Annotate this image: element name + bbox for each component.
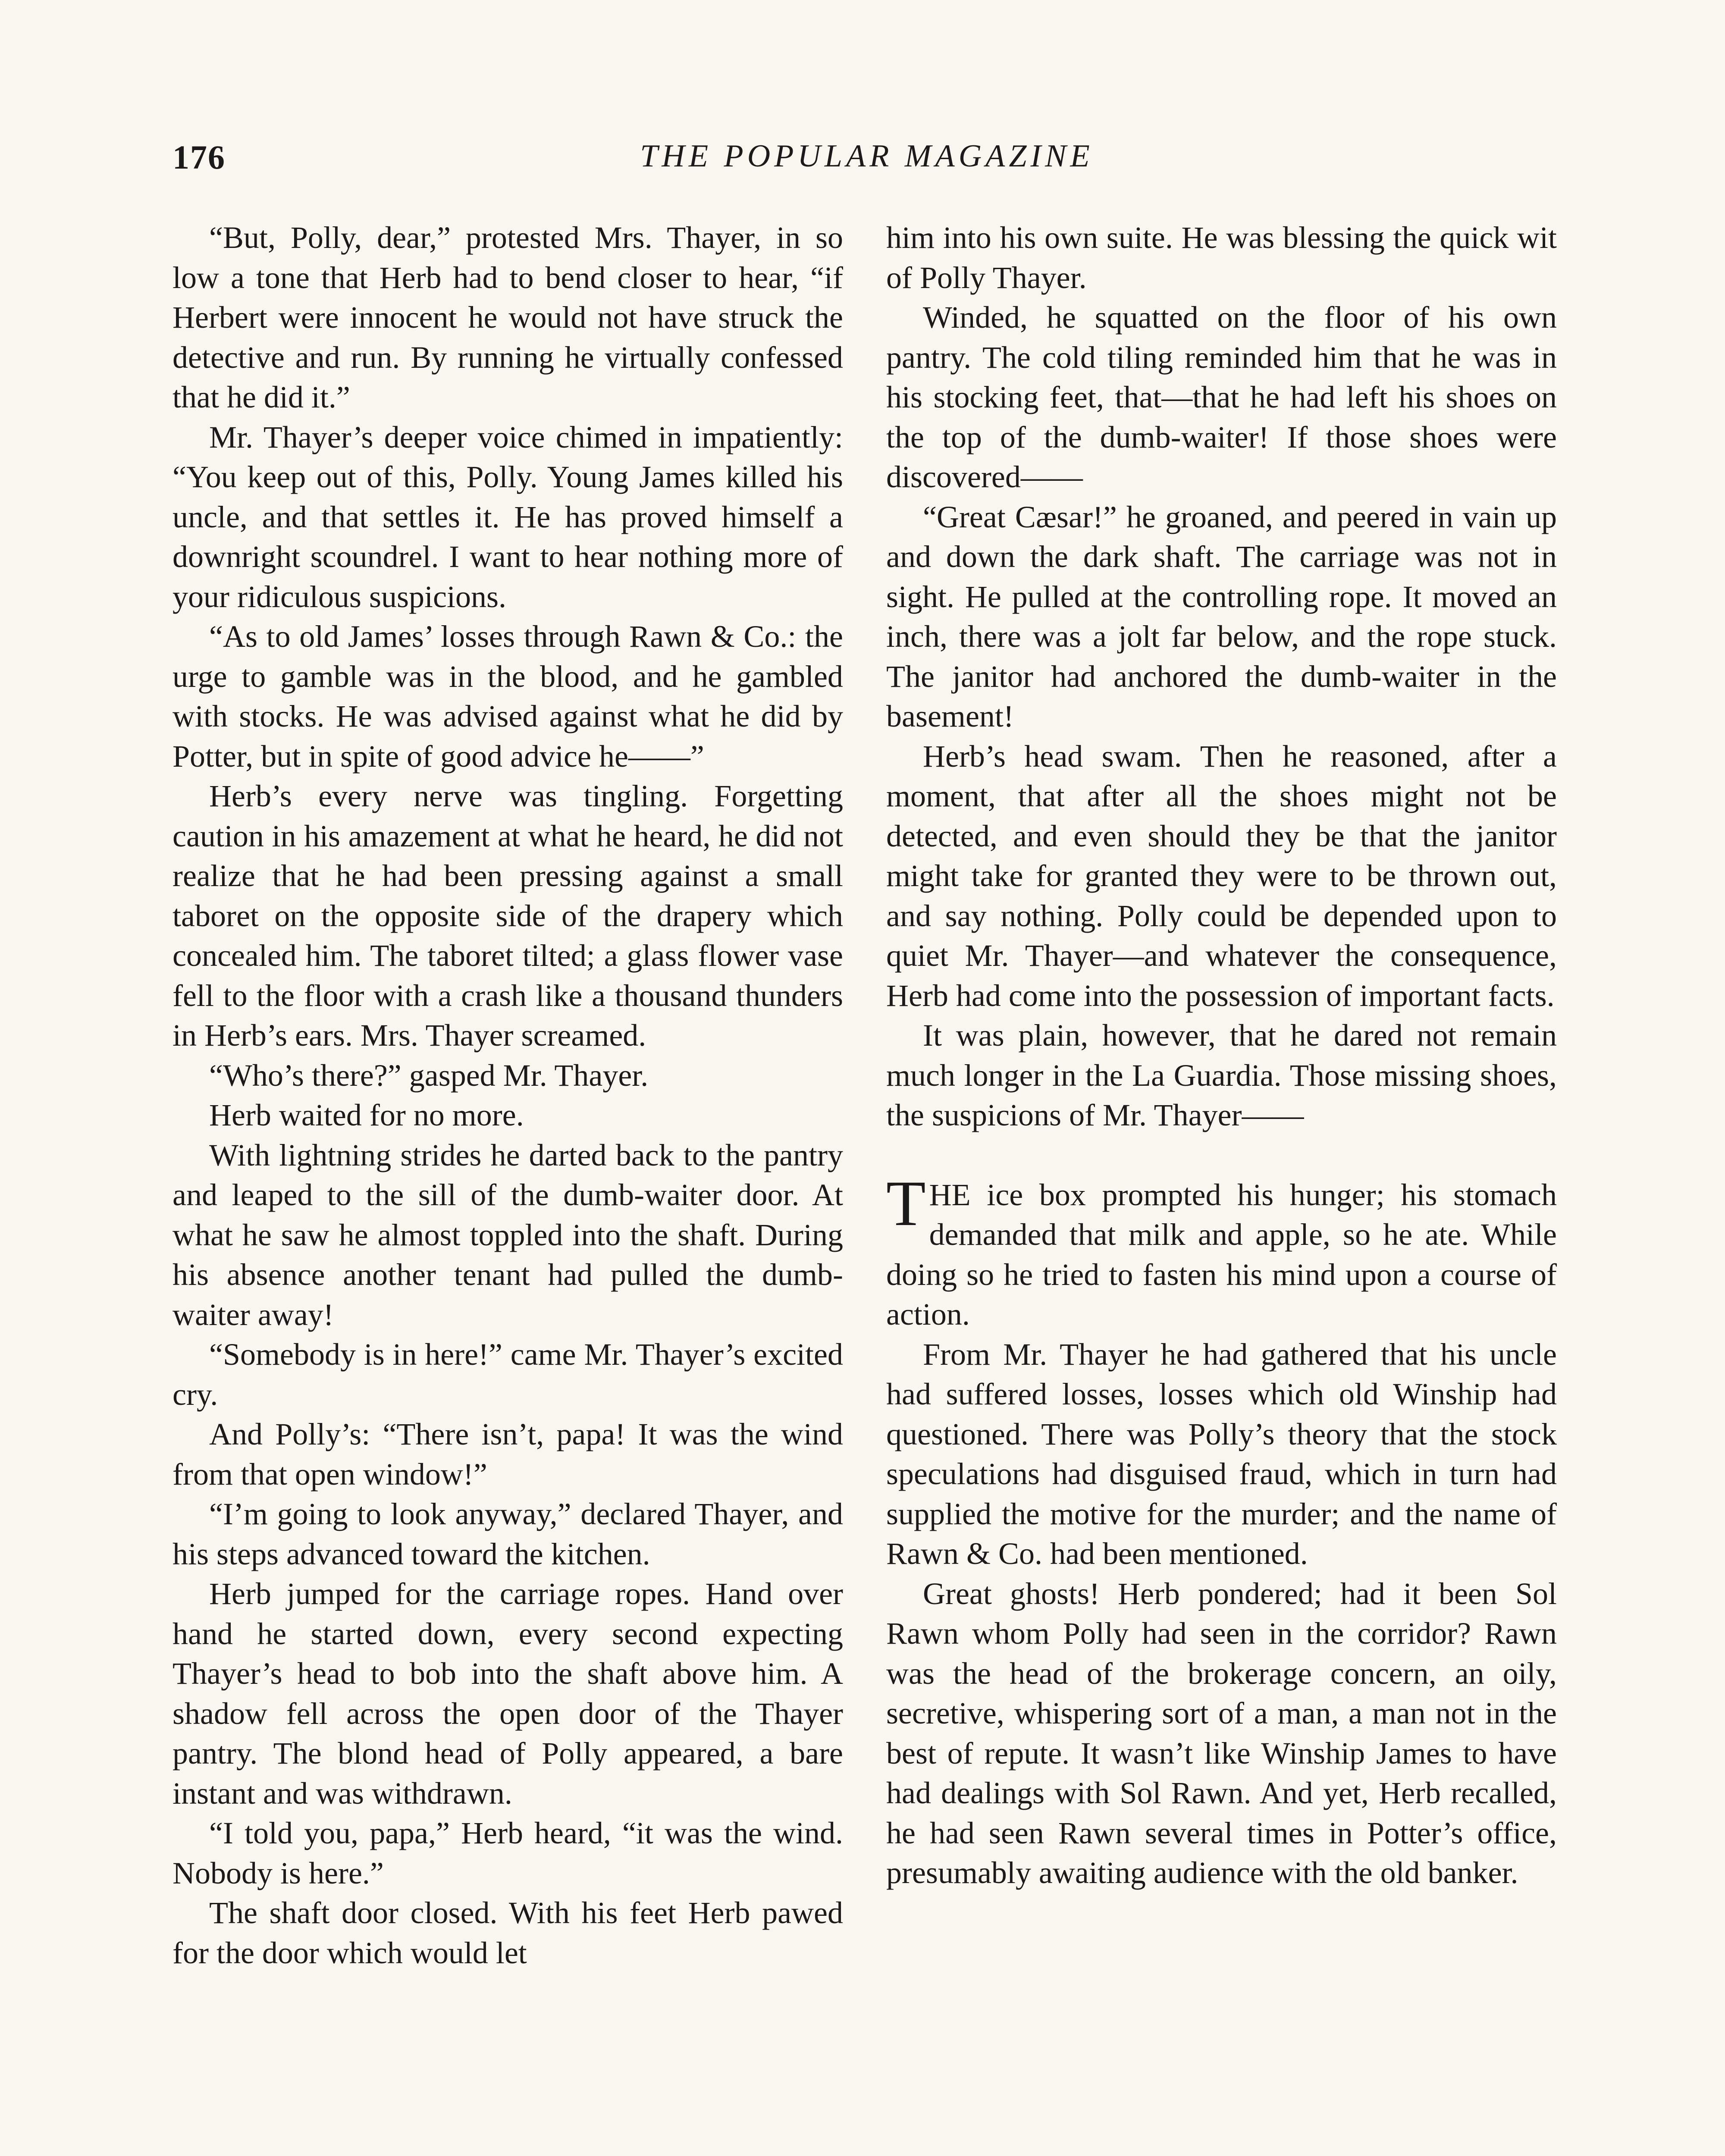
paragraph: Herb jumped for the carriage ropes. Hand over hand he started down, every second expecting Thayer’s head to bob into the shaft above him. A shadow fell across the open door of the Thayer pantry. The blond head of Polly appeared, a bare instant and was withdrawn. (172, 1576, 843, 1811)
left-column (172, 218, 843, 1973)
page-number: 176 (172, 138, 226, 176)
dropcap-paragraph (886, 1167, 1557, 1335)
paragraph: Great ghosts! Herb pondered; had it been Sol Rawn whom Polly had seen in the corridor? Rawn was the head of the brokerage concern, an oily, secretive, whispering sort of a man, a man not in the best of repute. It wasn’t like Winship James to have had dealings with Sol Rawn. And yet, Herb recalled, he had seen Rawn several times in Potter’s office, presumably awaiting audience with the old banker. (886, 1576, 1557, 1890)
paragraph: Winded, he squatted on the floor of his own pantry. The cold tiling reminded him that he was in his stocking feet, that—that he had left his shoes on the top of the dumb-waiter! If those shoes were discovered—— (886, 300, 1557, 494)
paragraph: “I’m going to look anyway,” declared Thayer, and his steps advanced toward the kitchen. (172, 1497, 843, 1571)
section-break (886, 1135, 1557, 1175)
right-column (886, 218, 1557, 1893)
paragraph: With lightning strides he darted back to the pantry and leaped to the sill of the dumb-waiter door. At what he saw he almost toppled into the shaft. During his absence another tenant had pulled the dumb-waiter away! (172, 1138, 843, 1332)
running-head (172, 138, 1561, 185)
dropcap-paragraph-text: HE ice box prompted his hunger; his stomach demanded that milk and apple, so he ate. While doing so he tried to fasten his mind upon a course of action. (886, 1177, 1557, 1332)
continued-paragraph: him into his own suite. He was blessing the quick wit of Polly Thayer. (886, 220, 1557, 295)
paragraph: And Polly’s: “There isn’t, papa! It was the wind from that open window!” (172, 1417, 843, 1492)
paragraph: The shaft door closed. With his feet Herb pawed for the door which would let (172, 1896, 843, 1970)
paragraph: Mr. Thayer’s deeper voice chimed in impatiently: “You keep out of this, Polly. Young James killed his uncle, and that settles it. He has proved himself a downright scoundrel. I want to hear nothing more of your ridiculous suspicions. (172, 420, 843, 614)
paragraph: “But, Polly, dear,” protested Mrs. Thayer, in so low a tone that Herb had to bend closer to hear, “if Herbert were innocent he would not have struck the detective and run. By running he virtually confessed that he did it.” (172, 220, 843, 414)
paragraph: “Great Cæsar!” he groaned, and peered in vain up and down the dark shaft. The carriage was not in sight. He pulled at the controlling rope. It moved an inch, there was a jolt far below, and the rope stuck. The janitor had anchored the dumb-waiter in the basement! (886, 499, 1557, 733)
paragraph: “As to old James’ losses through Rawn & Co.: the urge to gamble was in the blood, and he gambled with stocks. He was advised against what he did by Potter, but in spite of good advice he——” (172, 619, 843, 774)
magazine-title: THE POPULAR MAGAZINE (640, 138, 1094, 174)
paragraph: “Who’s there?” gasped Mr. Thayer. (209, 1058, 649, 1093)
paragraph: “Somebody is in here!” came Mr. Thayer’s excited cry. (172, 1337, 843, 1412)
paragraph: Herb’s every nerve was tingling. Forgetting caution in his amazement at what he heard, he did not realize that he had been pressing against a small taboret on the opposite side of the drapery which concealed him. The taboret tilted; a glass flower vase fell to the floor with a crash like a thousand thunders in Herb’s ears. Mrs. Thayer screamed. (172, 779, 843, 1053)
paragraph: From Mr. Thayer he had gathered that his uncle had suffered losses, losses which old Winship had questioned. There was Polly’s theory that the stock speculations had disguised fraud, which in turn had supplied the motive for the murder; and the name of Rawn & Co. had been mentioned. (886, 1337, 1557, 1571)
paragraph: It was plain, however, that he dared not remain much longer in the La Guardia. Those missing shoes, the suspicions of Mr. Thayer—— (886, 1018, 1557, 1132)
paragraph: Herb waited for no more. (209, 1098, 524, 1132)
dropcap-letter: T (886, 1167, 926, 1239)
paragraph: “I told you, papa,” Herb heard, “it was the wind. Nobody is here.” (172, 1816, 843, 1890)
paragraph: Herb’s head swam. Then he reasoned, after a moment, that after all the shoes might not be detected, and even should they be that the janitor might take for granted they were to be thrown out, and say nothing. Polly could be depended upon to quiet Mr. Thayer—and whatever the consequence, Herb had come into the possession of important facts. (886, 739, 1557, 1013)
